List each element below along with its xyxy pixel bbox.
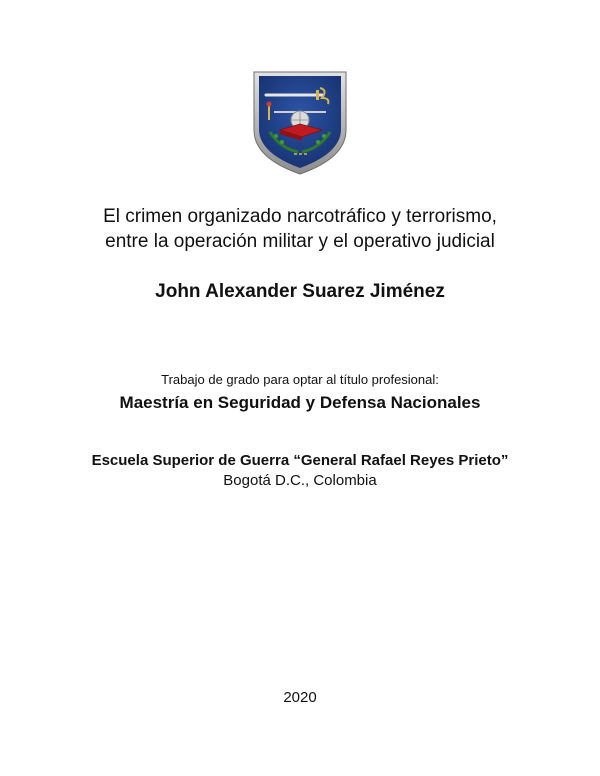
institution-emblem-icon xyxy=(250,68,350,178)
degree-intro: Trabajo de grado para optar al título profesional: xyxy=(161,372,439,387)
institution-city: Bogotá D.C., Colombia xyxy=(223,472,377,489)
institution-name: Escuela Superior de Guerra “General Rafael Reyes Prieto” xyxy=(91,452,509,469)
author-name: John Alexander Suarez Jiménez xyxy=(155,281,445,302)
degree-name: Maestría en Seguridad y Defensa Nacionales xyxy=(119,393,481,412)
publication-year: 2020 xyxy=(283,689,317,706)
document-title-line-2: entre la operación militar y el operativo judicial xyxy=(105,231,495,252)
document-title-line-1: El crimen organizado narcotráfico y terrorismo, xyxy=(103,206,497,227)
